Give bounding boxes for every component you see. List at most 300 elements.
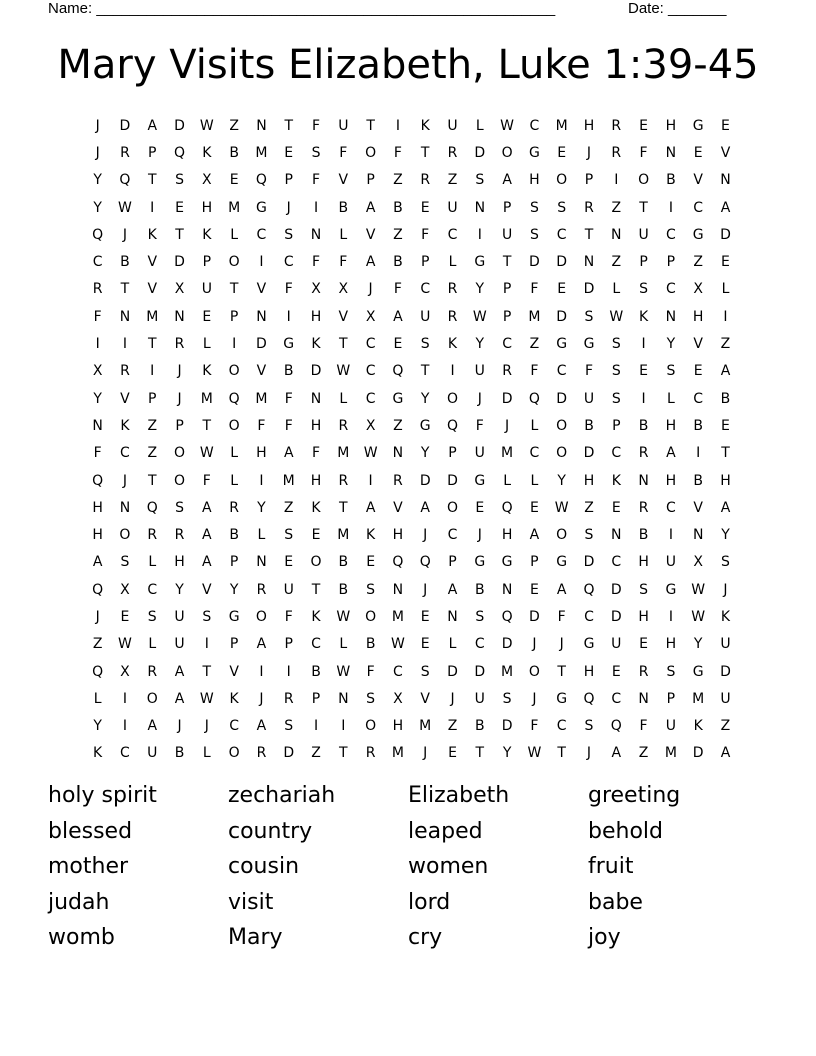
grid-letter: P [530,554,539,571]
grid-letter: R [229,499,239,516]
grid-letter: G [501,554,513,571]
grid-letter: L [612,281,621,298]
name-field-label: Name: _______________________________________________________ [48,0,556,17]
grid-letter: S [175,172,184,189]
grid-letter: D [583,445,595,462]
grid-letter: C [365,363,376,380]
grid-letter: B [338,199,349,216]
grid-letter: T [339,499,348,516]
grid-letter: F [257,417,266,434]
grid-letter: M [501,663,514,680]
grid-letter: U [474,445,485,462]
grid-letter: Z [638,745,649,762]
grid-letter: I [368,472,373,489]
grid-letter: S [557,199,567,216]
grid-letter: J [204,718,209,735]
grid-letter: D [474,144,486,161]
grid-letter: O [255,608,267,625]
grid-letter: M [200,390,213,407]
grid-letter: O [228,417,240,434]
grid-letter: B [666,172,676,189]
grid-letter: F [530,718,539,735]
grid-letter: S [366,581,376,598]
grid-letter: A [529,527,540,544]
grid-letter: I [259,472,264,489]
grid-letter: S [502,690,512,707]
grid-letter: R [638,663,649,680]
grid-letter: V [229,663,239,680]
grid-letter: I [450,363,455,380]
grid-letter: C [556,226,567,243]
grid-letter: D [447,663,458,680]
grid-letter: D [556,390,568,407]
word-list-item: cry [408,925,443,950]
grid-letter: R [120,363,130,380]
grid-letter: F [284,281,293,298]
grid-letter: J [95,608,100,625]
grid-letter: T [147,172,157,189]
word-list-item: Elizabeth [408,783,510,808]
grid-letter: C [693,199,704,216]
grid-letter: F [584,363,594,380]
grid-letter: D [174,254,185,271]
grid-letter: I [614,172,619,189]
grid-letter: F [202,472,211,489]
grid-letter: J [177,390,182,407]
grid-letter: F [93,445,102,462]
grid-letter: D [419,472,431,489]
grid-letter: O [446,499,459,516]
word-list-item: womb [48,925,115,950]
word-list-item: Mary [228,925,283,950]
word-list-item: holy spirit [48,783,157,808]
grid-letter: W [118,199,132,216]
grid-letter: J [532,690,537,707]
grid-letter: P [612,417,621,434]
grid-letter: D [529,608,540,625]
grid-letter: F [339,144,348,161]
grid-letter: G [474,472,486,489]
grid-letter: R [611,117,622,134]
grid-letter: D [501,390,513,407]
grid-letter: E [693,363,703,380]
grid-row [84,358,739,385]
grid-letter: G [665,581,677,598]
grid-letter: J [559,636,564,653]
grid-letter: C [665,499,676,516]
grid-letter: A [720,745,731,762]
grid-letter: S [420,336,430,353]
grid-letter: Z [229,117,239,134]
grid-letter: X [693,281,703,298]
grid-letter: Q [255,172,267,189]
grid-row [84,221,739,248]
grid-letter: E [693,144,703,161]
grid-letter: Y [175,581,184,598]
grid-letter: Y [420,445,430,462]
grid-letter: W [363,445,378,462]
grid-letter: G [283,336,295,353]
header [48,0,768,20]
grid-letter: N [119,499,131,516]
grid-letter: V [202,581,212,598]
grid-letter: R [584,199,594,216]
grid-letter: W [390,636,405,653]
grid-letter: C [529,117,540,134]
grid-letter: I [668,199,673,216]
grid-letter: L [666,390,675,407]
grid-letter: Q [92,472,104,489]
grid-letter: D [447,472,458,489]
grid-letter: R [338,472,349,489]
grid-letter: E [284,144,294,161]
grid-letter: F [366,663,375,680]
grid-letter: L [230,472,239,489]
grid-letter: T [284,117,293,134]
grid-letter: Y [93,390,102,407]
grid-letter: Q [501,499,513,516]
grid-letter: H [583,117,595,134]
grid-letter: T [557,663,566,680]
grid-letter: Q [528,390,540,407]
grid-letter: P [175,417,184,434]
grid-letter: I [204,636,209,653]
grid-letter: I [150,363,155,380]
grid-letter: R [283,690,294,707]
grid-letter: O [365,718,377,735]
grid-letter: P [229,636,239,653]
grid-letter: Q [419,554,431,571]
grid-letter: A [502,172,512,189]
grid-letter: D [720,226,731,243]
grid-letter: J [177,363,182,380]
grid-letter: U [474,690,485,707]
grid-letter: F [393,281,402,298]
grid-letter: I [95,336,100,353]
grid-letter: Y [475,281,485,298]
grid-letter: E [448,745,457,762]
grid-letter: I [641,390,646,407]
grid-letter: M [528,308,541,325]
grid-letter: A [720,499,731,516]
grid-letter: V [338,172,349,189]
grid-row [84,276,739,303]
grid-letter: N [119,308,131,325]
grid-letter: T [311,581,321,598]
grid-letter: A [256,636,267,653]
grid-letter: T [229,281,239,298]
grid-letter: B [174,745,185,762]
grid-letter: F [530,363,539,380]
grid-letter: R [174,336,185,353]
grid-letter: M [391,608,404,625]
grid-letter: M [255,390,268,407]
grid-letter: Q [228,390,240,407]
grid-letter: B [393,199,403,216]
grid-letter: D [583,281,595,298]
grid-letter: R [147,663,158,680]
grid-letter: D [720,663,731,680]
grid-letter: C [365,336,376,353]
grid-letter: B [720,390,731,407]
grid-letter: H [583,663,595,680]
grid-letter: A [202,527,212,544]
grid-letter: U [638,226,649,243]
grid-letter: C [665,281,676,298]
grid-letter: B [393,254,403,271]
grid-letter: A [283,445,294,462]
grid-letter: I [259,254,264,271]
grid-letter: J [586,745,592,762]
grid-letter: D [256,336,267,353]
grid-letter: E [420,608,430,625]
grid-letter: B [638,527,649,544]
grid-letter: W [609,308,624,325]
grid-letter: S [311,144,321,161]
grid-letter: Z [147,445,158,462]
grid-letter: I [313,199,319,216]
grid-letter: N [310,226,322,243]
grid-letter: H [665,636,677,653]
grid-letter: P [502,199,512,216]
grid-letter: G [228,608,240,625]
grid-letter: B [311,663,321,680]
grid-letter: C [611,445,622,462]
grid-row [84,167,739,194]
grid-letter: C [92,254,103,271]
grid-letter: W [199,690,214,707]
grid-letter: D [556,254,568,271]
grid-letter: Z [147,417,158,434]
grid-letter: C [420,281,431,298]
letter-grid [84,112,739,767]
grid-letter: S [584,308,594,325]
grid-letter: V [256,363,267,380]
grid-letter: K [420,117,430,134]
grid-letter: U [447,117,458,134]
grid-letter: C [556,363,567,380]
grid-letter: I [122,336,128,353]
grid-letter: Z [693,254,703,271]
grid-letter: Z [720,336,731,353]
grid-letter: U [201,281,212,298]
grid-letter: A [420,499,430,516]
grid-letter: H [583,472,595,489]
grid-letter: Y [93,718,102,735]
grid-letter: N [611,527,622,544]
grid-letter: M [255,144,268,161]
grid-letter: S [420,663,430,680]
grid-row [84,549,739,576]
grid-letter: A [147,117,158,134]
grid-letter: O [365,608,377,625]
grid-letter: P [666,690,676,707]
grid-letter: E [175,199,184,216]
grid-letter: H [638,554,649,571]
grid-letter: H [310,417,322,434]
grid-letter: U [174,636,185,653]
grid-row [84,194,739,221]
grid-letter: B [584,417,594,434]
grid-letter: H [310,308,322,325]
grid-row [84,494,739,521]
grid-letter: O [174,472,186,489]
grid-letter: W [199,117,214,134]
grid-letter: D [529,254,540,271]
grid-letter: N [638,690,649,707]
grid-row [84,412,739,439]
grid-letter: G [392,390,404,407]
grid-letter: T [557,745,566,762]
grid-letter: X [202,172,212,189]
grid-letter: W [691,581,706,598]
grid-letter: S [611,390,621,407]
grid-letter: U [720,690,731,707]
grid-letter: C [556,718,567,735]
grid-letter: U [147,745,158,762]
grid-letter: I [723,308,728,325]
word-list-item: zechariah [228,783,336,808]
grid-letter: Q [92,226,104,243]
word-list-item: visit [228,889,274,915]
grid-letter: R [638,445,649,462]
grid-letter: S [120,554,130,571]
grid-letter: D [583,554,595,571]
grid-letter: Z [393,226,403,243]
grid-letter: H [392,527,404,544]
grid-letter: E [120,608,130,625]
grid-letter: W [554,499,569,516]
grid-letter: I [696,445,701,462]
grid-letter: G [583,636,595,653]
grid-letter: E [393,336,403,353]
grid-letter: R [147,527,158,544]
grid-letter: W [500,117,515,134]
grid-letter: P [202,254,212,271]
grid-letter: I [395,117,400,134]
grid-letter: E [529,499,539,516]
grid-letter: J [477,390,482,407]
grid-letter: W [199,445,214,462]
grid-letter: E [420,199,430,216]
grid-letter: H [310,472,322,489]
word-list-item: mother [48,854,129,879]
grid-row [84,521,739,548]
grid-letter: S [666,663,676,680]
grid-letter: R [338,417,349,434]
grid-letter: P [284,172,293,189]
grid-letter: S [284,527,294,544]
grid-letter: R [420,172,431,189]
grid-letter: T [502,254,512,271]
grid-letter: R [447,281,458,298]
grid-letter: T [202,417,212,434]
grid-letter: K [202,363,212,380]
grid-letter: L [448,636,457,653]
grid-letter: C [611,554,622,571]
word-list-item: country [228,818,313,844]
grid-letter: C [120,745,130,762]
grid-letter: N [720,172,731,189]
word-list [48,780,768,958]
grid-letter: R [611,144,622,161]
grid-letter: V [147,254,158,271]
grid-letter: H [638,608,649,625]
grid-letter: Y [721,527,730,544]
grid-letter: Q [446,417,459,434]
grid-letter: N [256,308,267,325]
grid-letter: D [556,308,568,325]
grid-letter: N [583,254,595,271]
grid-letter: G [692,117,704,134]
grid-letter: V [256,281,267,298]
grid-letter: K [447,336,458,353]
grid-letter: H [501,527,513,544]
grid-letter: F [311,117,321,134]
grid-letter: M [337,445,350,462]
grid-letter: N [338,690,349,707]
grid-letter: N [692,527,704,544]
grid-letter: E [311,527,321,544]
grid-letter: A [720,363,731,380]
grid-letter: P [448,445,457,462]
grid-letter: V [147,281,158,298]
grid-letter: K [147,226,157,243]
grid-letter: H [256,445,267,462]
grid-letter: N [310,390,322,407]
grid-row [84,330,739,357]
grid-letter: O [174,445,186,462]
grid-letter: Y [693,636,703,653]
grid-letter: L [148,636,157,653]
grid-letter: T [420,363,430,380]
grid-letter: L [93,690,102,707]
grid-letter: R [92,281,103,298]
grid-letter: U [720,636,731,653]
grid-letter: S [639,581,649,598]
grid-letter: W [118,636,132,653]
grid-letter: H [529,172,540,189]
word-list-item: behold [588,818,663,844]
grid-letter: E [529,581,539,598]
grid-letter: A [202,554,212,571]
grid-letter: T [420,144,430,161]
grid-letter: V [120,390,130,407]
grid-letter: T [339,745,348,762]
grid-letter: F [311,172,321,189]
grid-letter: Y [475,336,485,353]
grid-letter: Q [92,663,104,680]
grid-letter: F [93,308,102,325]
grid-letter: P [284,636,293,653]
grid-letter: H [201,199,213,216]
grid-letter: N [638,472,649,489]
word-list-item: lord [408,889,451,915]
grid-letter: F [284,390,293,407]
grid-letter: I [259,663,264,680]
grid-letter: T [147,472,157,489]
grid-letter: P [229,308,239,325]
grid-letter: B [365,636,376,653]
grid-letter: I [668,608,673,625]
grid-letter: B [338,581,349,598]
grid-letter: T [639,199,648,216]
grid-letter: O [528,663,540,680]
grid-letter: S [529,199,539,216]
grid-letter: D [310,363,322,380]
grid-letter: G [692,226,704,243]
grid-letter: T [475,745,485,762]
